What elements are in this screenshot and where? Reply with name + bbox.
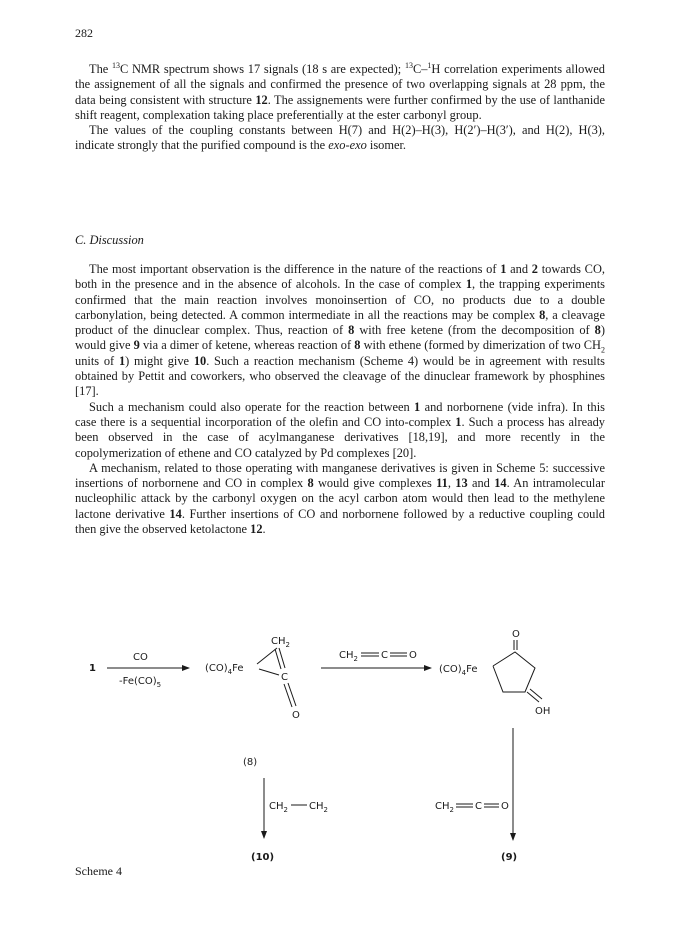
ketene2-ch2: $CH_2$ (435, 801, 454, 814)
ring-c-oh-b (530, 689, 542, 699)
page-number: 282 (75, 26, 93, 40)
paragraph-4: Such a mechanism could also operate for the reaction between 1 and norbornene (vide infra). In this case there is a sequential incorporation of the olefin and CO into-complex 1. Such a process has already been observed in the case of acylmanganese derivatives [18,19], and more recently in the copolymerization of ethene and CO catalyzed by Pd complexes [20]. (75, 399, 605, 460)
reagent-co: CO (133, 652, 148, 663)
bond-fe-ch2 (257, 648, 277, 664)
ketene-reagent-ch2: $CH_2$ (339, 650, 358, 663)
complex-8-ch2: $CH_2$ (271, 636, 290, 649)
bond-fe-c (259, 669, 279, 675)
paragraph-1: The $^{13}$C NMR spectrum shows 17 signals (18 s are expected); $^{13}$C–$^1$H correlation experiments allowed the assignement of all the signals and confirmed the presence of two overlapping signals at 28 ppm, the data being consistent with structure 12. The assignements were further confirmed by the use of lanthanide shift reagent, complexation taking place preferentially at the ester carbonyl group. (75, 60, 605, 122)
label-10: (10) (251, 852, 275, 863)
paragraph-5: A mechanism, related to those operating with manganese derivatives is given in Scheme 5: successive insertions of norbornene and CO in complex 8 would give complexes 11, 13 and 14. An intramolecular nucleophilic attack by the carbonyl oxygen on the acyl carbon atom would then lead to the methylene lactone derivative 14. Further insertions of CO and norbornene followed by a reductive coupling could then give the observed ketolactone 12. (75, 460, 605, 537)
product-fe: $(CO)_4Fe$ (439, 664, 478, 677)
complex-8-oxygen: O (292, 710, 300, 721)
paragraph-nmr (75, 62, 605, 154)
product-oh: OH (535, 706, 551, 717)
scheme-diagram (75, 618, 615, 868)
ethene-ch2-a: $CH_2$ (269, 801, 288, 814)
compound-1-label: 1 (89, 663, 96, 674)
paragraph-3: The most important observation is the difference in the nature of the reactions of 1 and 2 towards CO, both in the presence and in the absence of alcohols. In the case of complex 1, the trapping experiments confirmed that the main reaction involves monoinsertion of CO, no products due to a double carbonylation, being detected. A common intermediate in all the reactions may be complex 8, a cleavage product of the dinuclear complex. Thus, reaction of 8 with free ketene (from the decomposition of 8) would give 9 via a dimer of ketene, whereas reaction of 8 with ethene (formed by dimerization of two $CH_2$ units of 1) might give 10. Such a reaction mechanism (Scheme 4) would be in agreement with results obtained by Pettit and coworkers, who observed the cleavage of the dinuclear framework by phosphines [17]. (75, 262, 605, 399)
ketene2-c: C (475, 801, 482, 812)
ethene-ch2-b: $CH_2$ (309, 801, 328, 814)
ketene2-o: O (501, 801, 509, 812)
section-heading: C. Discussion (75, 233, 144, 247)
reaction-scheme (75, 618, 615, 868)
discussion-text (75, 262, 605, 537)
lactone-ring (493, 652, 535, 692)
complex-8-carbon: C (281, 672, 288, 683)
bond-c-o-2 (288, 683, 296, 706)
bond-c-o-1 (284, 684, 292, 707)
label-9: (9) (501, 852, 518, 863)
label-8: (8) (243, 757, 258, 768)
paragraph-2: The values of the coupling constants between H(7) and H(2)–H(3), H(2′)–H(3′), and H(2), H(3), indicate strongly that the purified compound is the exo-exo isomer. (75, 123, 605, 153)
product-carbonyl-o: O (512, 629, 520, 640)
complex-8-fe: $(CO)_4Fe$ (205, 663, 244, 676)
scheme-caption: Scheme 4 (75, 864, 122, 878)
reagent-fe-co5: $-Fe(CO)_5$ (119, 676, 162, 689)
ketene-reagent-o: O (409, 650, 417, 661)
ring-c-oh-a (527, 692, 539, 702)
ketene-reagent-c: C (381, 650, 388, 661)
